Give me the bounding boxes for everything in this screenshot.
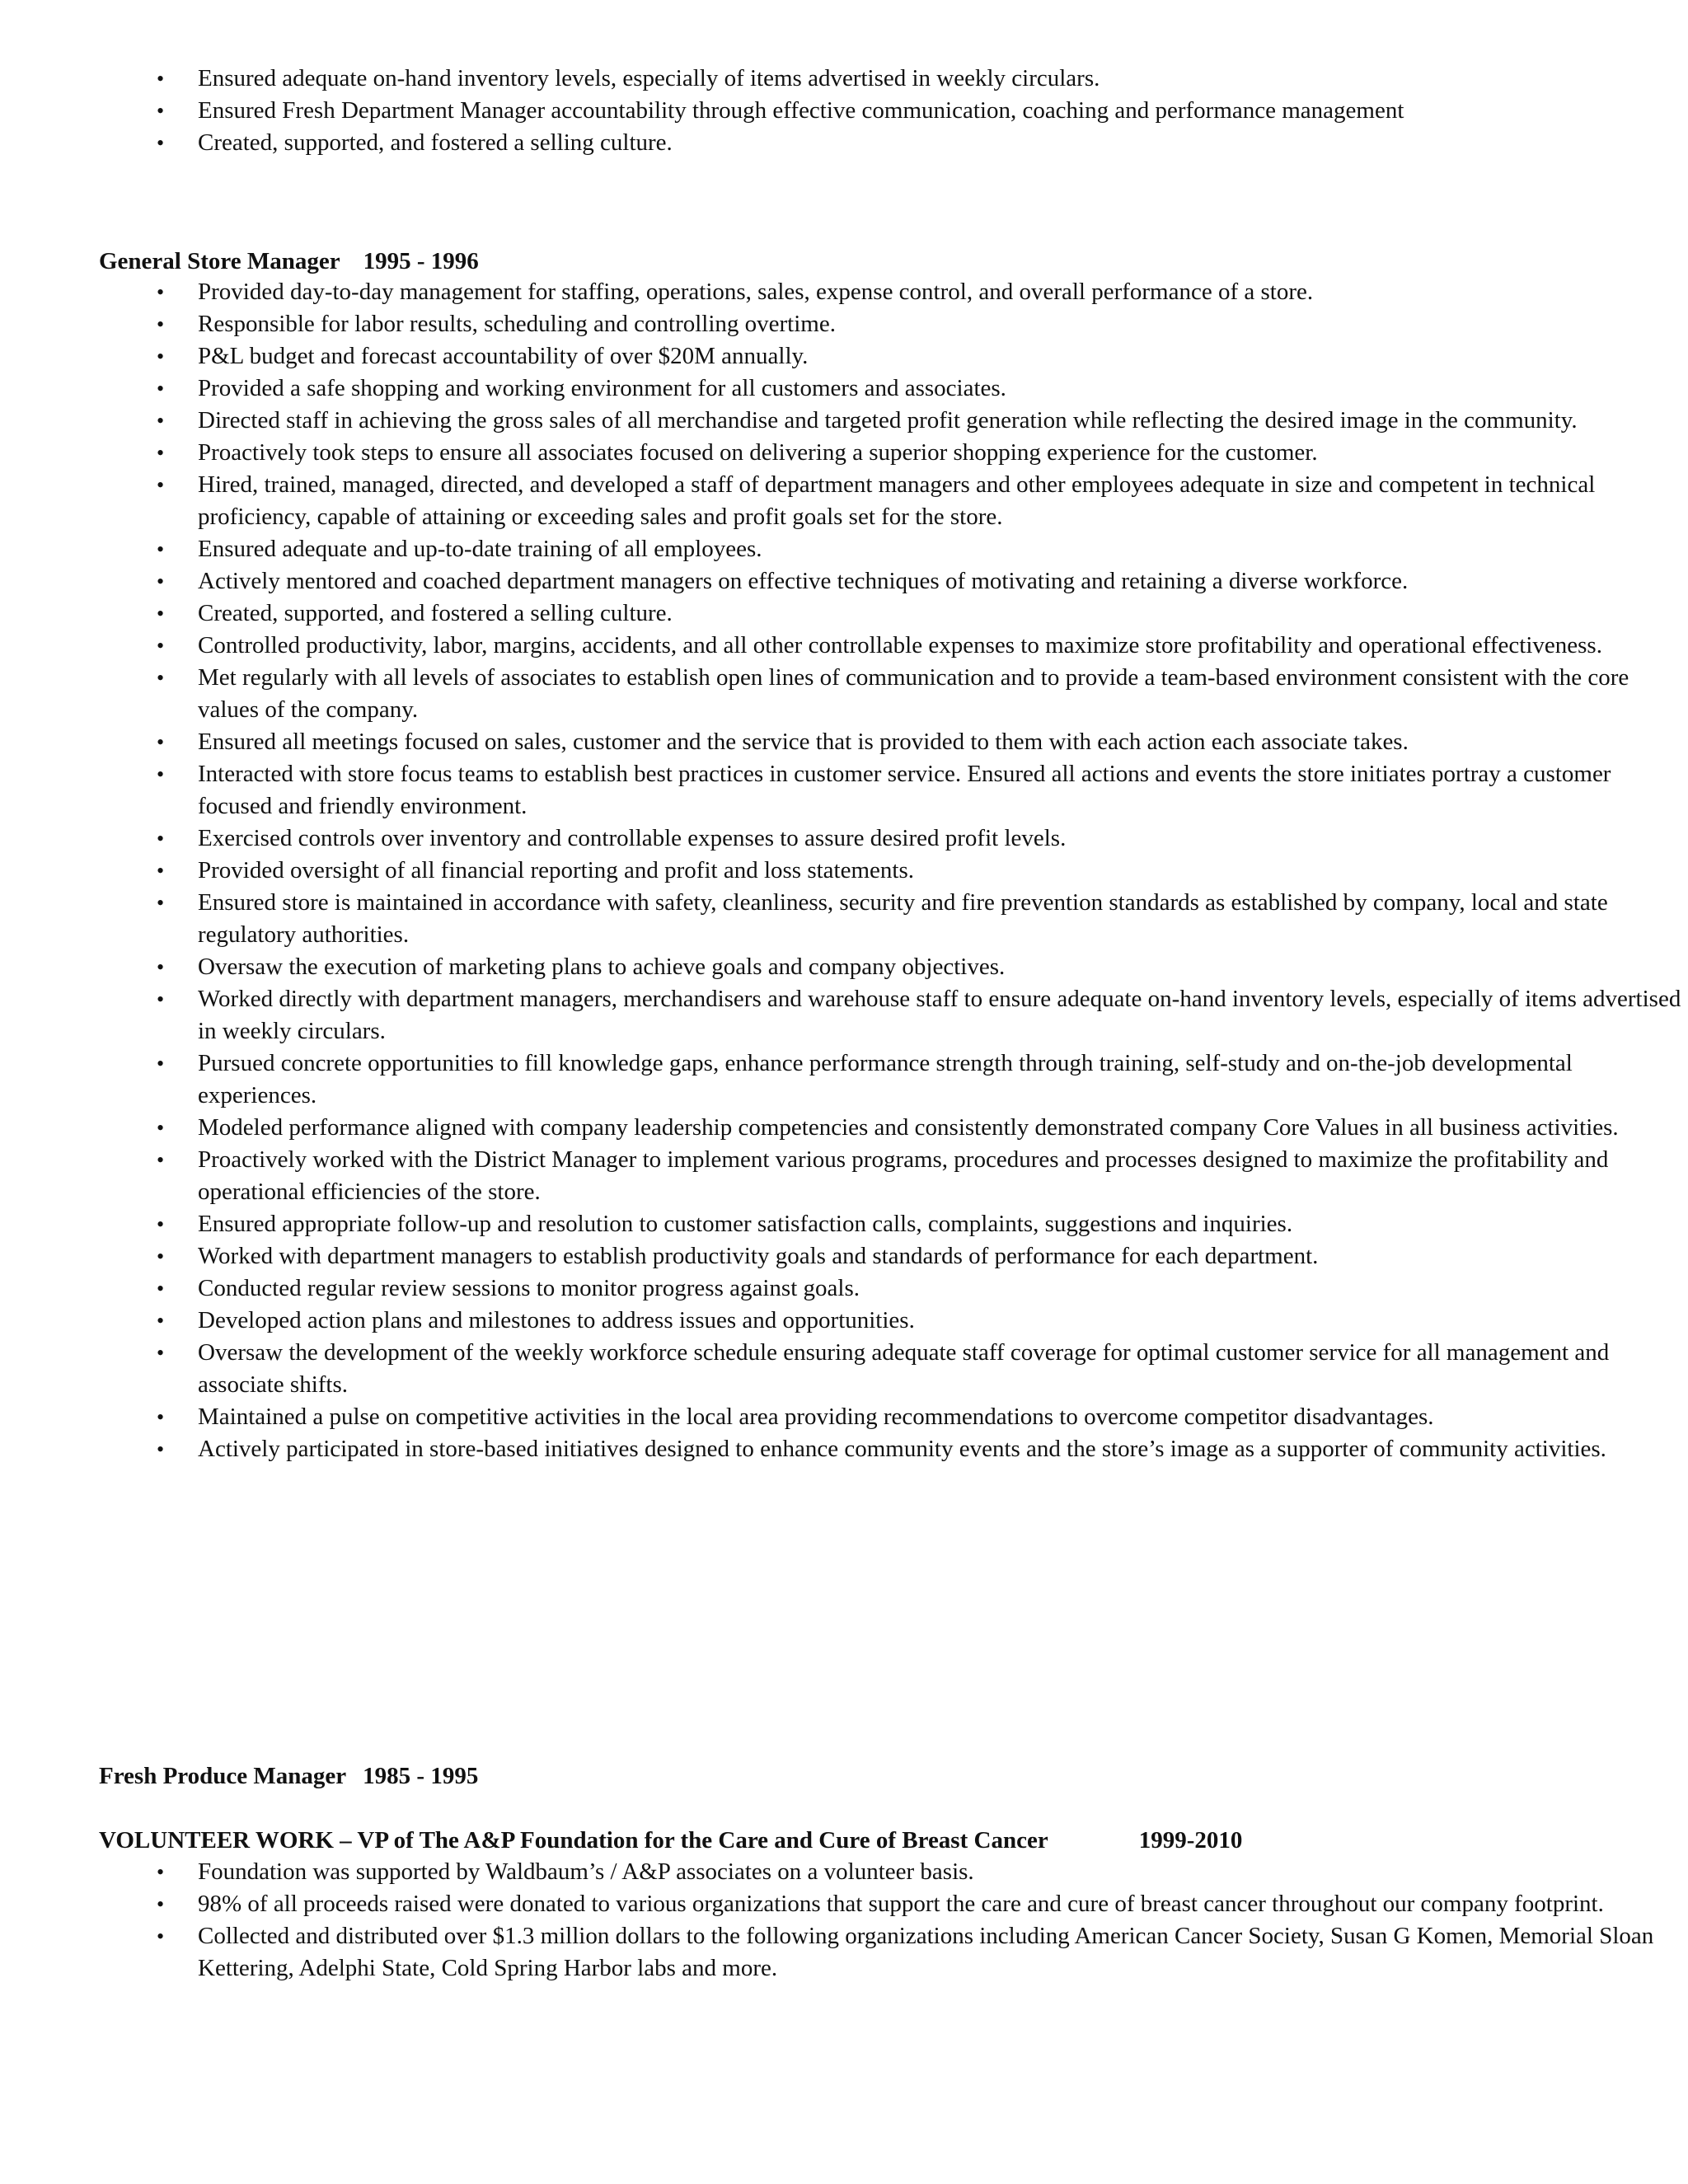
bullet-icon: • (157, 1860, 165, 1884)
bullet-text: Pursued concrete opportunities to fill knowledge gaps, enhance performance strength through training, self-study and on-the-job developmental experiences. (198, 1050, 1573, 1108)
bullet-icon: • (157, 1924, 165, 1948)
bullet-text: Provided day-to-day management for staffing, operations, sales, expense control, and overall performance of a store. (198, 279, 1314, 305)
bullet-text: Controlled productivity, labor, margins, accidents, and all other controllable expenses to maximize store profitability and operational effectiveness. (198, 632, 1602, 658)
bullet-text: Responsible for labor results, scheduling and controlling overtime. (198, 311, 836, 337)
bullet-text: Worked directly with department managers, merchandisers and warehouse staff to ensure adequate on-hand inventory levels, especially of items advertised in weekly circulars. (198, 986, 1681, 1044)
bullet-text: Directed staff in achieving the gross sales of all merchandise and targeted profit generation while reflecting the desired image in the community. (198, 407, 1578, 434)
bullet-text: Oversaw the development of the weekly workforce schedule ensuring adequate staff coverage for optimal customer service for all management and associate shifts. (198, 1339, 1610, 1398)
list-item (99, 1305, 1681, 1337)
list-item (99, 983, 1681, 1047)
bullet-icon: • (157, 666, 165, 690)
bullet-text: Ensured adequate and up-to-date training of all employees. (198, 536, 762, 562)
list-item (99, 1433, 1681, 1465)
bullet-text: Hired, trained, managed, directed, and developed a staff of department managers and other employees adequate in size and competent in technical proficiency, capable of attaining or exceeding sales and profit goals set for the store. (198, 471, 1596, 530)
bullet-icon: • (157, 537, 165, 561)
bullet-text: Developed action plans and milestones to address issues and opportunities. (198, 1307, 915, 1333)
bullet-icon: • (157, 1341, 165, 1365)
bullet-icon: • (157, 280, 165, 304)
general-store-manager-section (0, 276, 1681, 1465)
bullet-icon: • (157, 634, 165, 658)
bullet-text: Actively mentored and coached department managers on effective techniques of motivating and retaining a diverse workforce. (198, 568, 1409, 594)
list-item (99, 1240, 1681, 1272)
bullet-text: Provided a safe shopping and working environment for all customers and associates. (198, 375, 1006, 401)
bullet-icon: • (157, 1277, 165, 1301)
bullet-icon: • (157, 987, 165, 1011)
bullet-text: Exercised controls over inventory and controllable expenses to assure desired profit levels. (198, 825, 1067, 851)
bullet-icon: • (157, 312, 165, 336)
list-item (99, 373, 1681, 405)
bullet-text: Ensured store is maintained in accordance with safety, cleanliness, security and fire prevention standards as established by company, local and state regulatory authorities. (198, 889, 1608, 948)
gsm-bullet-list (0, 276, 1681, 1465)
bullet-text: Proactively took steps to ensure all associates focused on delivering a superior shopping experience for the customer. (198, 439, 1318, 466)
bullet-icon: • (157, 1148, 165, 1172)
bullet-icon: • (157, 602, 165, 626)
bullet-text: 98% of all proceeds raised were donated to various organizations that support the care and cure of breast cancer throughout our company footprint. (198, 1891, 1604, 1917)
job-dates: 1985 - 1995 (363, 1763, 479, 1789)
bullet-text: Conducted regular review sessions to monitor progress against goals. (198, 1275, 860, 1301)
job-dates: 1995 - 1996 (363, 248, 479, 274)
job-title: General Store Manager (99, 248, 340, 274)
list-item (99, 469, 1681, 533)
list-item (99, 758, 1681, 823)
list-item (99, 405, 1681, 437)
bullet-icon: • (157, 1244, 165, 1268)
bullet-icon: • (157, 859, 165, 883)
bullet-text: Collected and distributed over $1.3 million dollars to the following organizations including American Cancer Society, Susan G Komen, Memorial Sloan Kettering, Adelphi State, Cold Spring Harbor labs and more. (198, 1923, 1654, 1981)
list-item (99, 308, 1681, 340)
volunteer-heading (99, 1825, 1242, 1857)
volunteer-dates: 1999-2010 (1138, 1827, 1243, 1854)
list-item (99, 598, 1681, 630)
general-store-manager-heading (99, 246, 479, 278)
list-item (99, 1856, 1681, 1888)
bullet-icon: • (157, 67, 165, 91)
top-bullet-list (0, 63, 1681, 159)
list-item (99, 630, 1681, 662)
list-item (99, 1337, 1681, 1401)
list-item (99, 855, 1681, 887)
bullet-icon: • (157, 1116, 165, 1140)
bullet-icon: • (157, 473, 165, 497)
bullet-text: Proactively worked with the District Manager to implement various programs, procedures and processes designed to maximize the profitability and operational efficiencies of the store. (198, 1146, 1609, 1205)
list-item (99, 951, 1681, 983)
bullet-icon: • (157, 762, 165, 786)
list-item (99, 533, 1681, 565)
bullet-text: Worked with department managers to establish productivity goals and standards of performance for each department. (198, 1243, 1319, 1269)
list-item: • Ensured adequate on-hand inventory levels, especially of items advertised in weekly circulars. (99, 63, 1681, 95)
list-item (99, 1888, 1681, 1920)
list-item: • Ensured Fresh Department Manager accountability through effective communication, coaching and performance management (99, 95, 1566, 127)
list-item (99, 1112, 1681, 1144)
bullet-icon: • (157, 344, 165, 368)
bullet-text: Foundation was supported by Waldbaum’s / A&P associates on a volunteer basis. (198, 1858, 974, 1885)
bullet-icon: • (157, 569, 165, 593)
bullet-text: Modeled performance aligned with company leadership competencies and consistently demonstrated company Core Values in all business activities. (198, 1114, 1619, 1141)
bullet-text: Created, supported, and fostered a selling culture. (198, 600, 673, 626)
list-item (99, 1401, 1681, 1433)
list-item (99, 1144, 1681, 1208)
bullet-icon: • (157, 377, 165, 401)
bullet-icon: • (157, 131, 165, 155)
bullet-text: Ensured appropriate follow-up and resolution to customer satisfaction calls, complaints, suggestions and inquiries. (198, 1211, 1293, 1237)
fresh-produce-manager-heading (99, 1760, 478, 1793)
list-item (99, 662, 1681, 726)
bullet-text: Interacted with store focus teams to establish best practices in customer service. Ensured all actions and events the store initiates portray a customer focused and friendly environment. (198, 761, 1611, 819)
bullet-icon: • (157, 730, 165, 754)
bullet-icon: • (157, 1309, 165, 1333)
list-item (99, 1047, 1681, 1112)
bullet-text: P&L budget and forecast accountability of over $20M annually. (198, 343, 809, 369)
bullet-text: Met regularly with all levels of associates to establish open lines of communication and to provide a team-based environment consistent with the core values of the company. (198, 664, 1629, 723)
volunteer-title: VOLUNTEER WORK – VP of The A&P Foundation for the Care and Cure of Breast Cancer (99, 1827, 1048, 1854)
bullet-text: Oversaw the execution of marketing plans to achieve goals and company objectives. (198, 954, 1006, 980)
bullet-icon: • (157, 1212, 165, 1236)
list-item (99, 437, 1681, 469)
bullet-icon: • (157, 409, 165, 433)
list-item: • Created, supported, and fostered a selling culture. (99, 127, 1681, 159)
job-title: Fresh Produce Manager (99, 1763, 347, 1789)
list-item (99, 1920, 1681, 1985)
bullet-text: Maintained a pulse on competitive activities in the local area providing recommendations to overcome competitor disadvantages. (198, 1404, 1434, 1430)
bullet-icon: • (157, 1052, 165, 1076)
bullet-icon: • (157, 1437, 165, 1461)
list-item (99, 726, 1681, 758)
list-item (99, 565, 1681, 598)
bullet-icon: • (157, 99, 165, 123)
bullet-icon: • (157, 955, 165, 979)
bullet-icon: • (157, 827, 165, 851)
list-item (99, 823, 1681, 855)
bullet-text: Ensured all meetings focused on sales, customer and the service that is provided to them with each action each associate takes. (198, 729, 1409, 755)
bullet-icon: • (157, 1892, 165, 1916)
list-item (99, 340, 1681, 373)
volunteer-bullet-list (0, 1856, 1681, 1985)
list-item (99, 1272, 1681, 1305)
previous-role-continuation (0, 63, 1681, 159)
bullet-icon: • (157, 441, 165, 465)
bullet-text: Provided oversight of all financial reporting and profit and loss statements. (198, 857, 914, 883)
bullet-icon: • (157, 1405, 165, 1429)
list-item (99, 1208, 1681, 1240)
list-item (99, 276, 1681, 308)
volunteer-section (0, 1856, 1681, 1985)
bullet-text: Actively participated in store-based initiatives designed to enhance community events and the store’s image as a supporter of community activities. (198, 1436, 1606, 1462)
bullet-icon: • (157, 891, 165, 915)
list-item (99, 887, 1681, 951)
